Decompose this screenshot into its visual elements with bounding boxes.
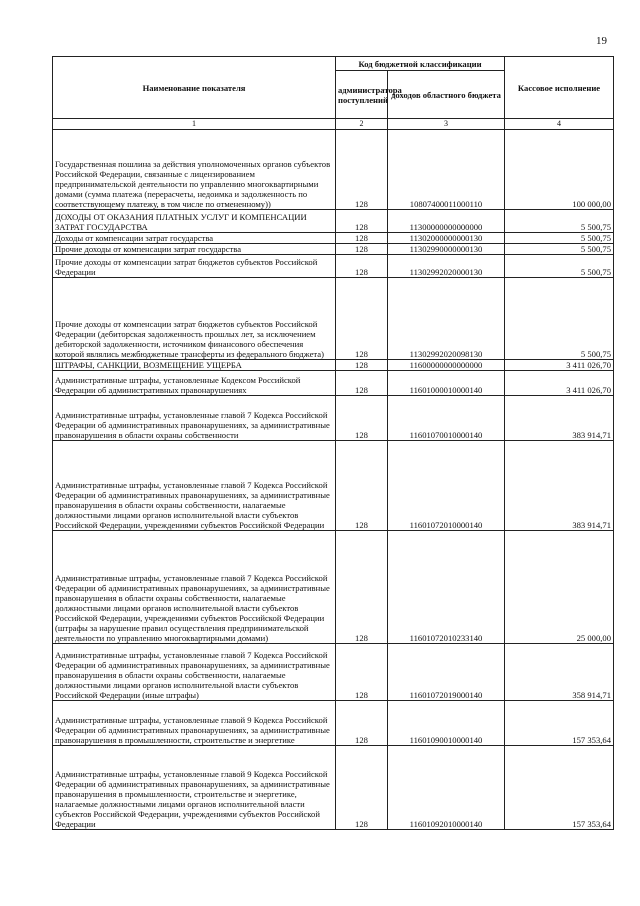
row-admin-code: 128 — [336, 360, 388, 371]
row-amount: 5 500,75 — [505, 255, 614, 278]
row-budget-code: 11302992020098130 — [388, 278, 505, 360]
row-admin-code: 128 — [336, 255, 388, 278]
row-amount: 383 914,71 — [505, 441, 614, 531]
row-admin-code: 128 — [336, 746, 388, 830]
row-amount: 3 411 026,70 — [505, 371, 614, 396]
row-admin-code: 128 — [336, 396, 388, 441]
row-admin-code: 128 — [336, 701, 388, 746]
page-number: 19 — [596, 35, 607, 47]
header-classification-group: Код бюджетной классификации — [336, 57, 505, 71]
row-name: Административные штрафы, установленные главой 7 Кодекса Российской Федерации об административных правонарушениях, за административные правонарушения в области охраны собственности, налагаемые должностными лицами органов исполнительной власти субъектов Российской Федерации, учреждениями субъектов Российской Федерации — [53, 441, 336, 531]
row-name: Административные штрафы, установленные главой 7 Кодекса Российской Федерации об административных правонарушениях, за административные правонарушения в области охраны собственности, налагаемые должностными лицами органов исполнительной власти субъектов Российской Федерации (иные штрафы) — [53, 644, 336, 701]
col-number-4: 4 — [505, 119, 614, 130]
row-amount: 383 914,71 — [505, 396, 614, 441]
row-name: Административные штрафы, установленные главой 9 Кодекса Российской Федерации об административных правонарушениях, за административные правонарушения в промышленности, строительстве и энергетике — [53, 701, 336, 746]
row-amount: 25 000,00 — [505, 531, 614, 644]
row-name: Прочие доходы от компенсации затрат государства — [53, 244, 336, 255]
budget-execution-table — [52, 56, 614, 830]
col-number-1: 1 — [53, 119, 336, 130]
row-amount: 3 411 026,70 — [505, 360, 614, 371]
table-row — [53, 233, 614, 244]
row-budget-code: 11601090010000140 — [388, 701, 505, 746]
row-budget-code: 11601070010000140 — [388, 396, 505, 441]
row-amount: 157 353,64 — [505, 746, 614, 830]
table-row — [53, 644, 614, 701]
table-row — [53, 531, 614, 644]
table-row — [53, 130, 614, 210]
row-budget-code: 11601072010000140 — [388, 441, 505, 531]
row-name: Прочие доходы от компенсации затрат бюджетов субъектов Российской Федерации — [53, 255, 336, 278]
row-name: Административные штрафы, установленные главой 7 Кодекса Российской Федерации об административных правонарушениях, за административные правонарушения в области охраны собственности — [53, 396, 336, 441]
row-name: Административные штрафы, установленные главой 9 Кодекса Российской Федерации об административных правонарушениях, за административные правонарушения в промышленности, строительстве и энергетике, налагаемые должностными лицами органов исполнительной власти субъектов Российской Федерации, учреждениями субъектов Российской Федерации — [53, 746, 336, 830]
table-row — [53, 210, 614, 233]
row-budget-code: 11302992020000130 — [388, 255, 505, 278]
row-budget-code: 11600000000000000 — [388, 360, 505, 371]
row-name: Доходы от компенсации затрат государства — [53, 233, 336, 244]
row-admin-code: 128 — [336, 233, 388, 244]
row-name: Административные штрафы, установленные главой 7 Кодекса Российской Федерации об административных правонарушениях, за административные правонарушения в области охраны собственности, налагаемые должностными лицами органов исполнительной власти субъектов Российской Федерации, учреждениями субъектов Российской Федерации (штрафы за нарушение правил осуществления предпринимательской деятельности по управлению многоквартирными домами) — [53, 531, 336, 644]
row-amount: 5 500,75 — [505, 244, 614, 255]
row-amount: 157 353,64 — [505, 701, 614, 746]
row-budget-code: 11300000000000000 — [388, 210, 505, 233]
row-budget-code: 11601092010000140 — [388, 746, 505, 830]
row-amount: 100 000,00 — [505, 130, 614, 210]
table-row — [53, 244, 614, 255]
row-budget-code: 11302000000000130 — [388, 233, 505, 244]
header-budget-code: доходов областного бюджета — [388, 71, 505, 119]
row-budget-code: 11601072010233140 — [388, 531, 505, 644]
row-admin-code: 128 — [336, 371, 388, 396]
row-admin-code: 128 — [336, 531, 388, 644]
row-budget-code: 11601000010000140 — [388, 371, 505, 396]
row-budget-code: 11601072019000140 — [388, 644, 505, 701]
table-row — [53, 360, 614, 371]
table-row — [53, 441, 614, 531]
row-admin-code: 128 — [336, 244, 388, 255]
row-budget-code: 10807400011000110 — [388, 130, 505, 210]
row-amount: 5 500,75 — [505, 278, 614, 360]
header-amount: Кассовое исполнение — [505, 57, 614, 119]
row-admin-code: 128 — [336, 278, 388, 360]
row-budget-code: 11302990000000130 — [388, 244, 505, 255]
row-admin-code: 128 — [336, 644, 388, 701]
table-row — [53, 371, 614, 396]
row-admin-code: 128 — [336, 130, 388, 210]
table-body — [53, 130, 614, 830]
header-name: Наименование показателя — [53, 57, 336, 119]
table-row — [53, 746, 614, 830]
row-name: Административные штрафы, установленные Кодексом Российской Федерации об административных правонарушениях — [53, 371, 336, 396]
header-admin: администратора поступлений — [336, 71, 388, 119]
row-name: Прочие доходы от компенсации затрат бюджетов субъектов Российской Федерации (дебиторская задолженность прошлых лет, за исключением дебиторской задолженности, источником финансового обеспечения которой являлись межбюджетные трансферты из федерального бюджета) — [53, 278, 336, 360]
table-row — [53, 278, 614, 360]
row-amount: 5 500,75 — [505, 210, 614, 233]
table-row — [53, 396, 614, 441]
row-admin-code: 128 — [336, 210, 388, 233]
row-name: ДОХОДЫ ОТ ОКАЗАНИЯ ПЛАТНЫХ УСЛУГ И КОМПЕНСАЦИИ ЗАТРАТ ГОСУДАРСТВА — [53, 210, 336, 233]
row-admin-code: 128 — [336, 441, 388, 531]
table-row — [53, 255, 614, 278]
row-amount: 358 914,71 — [505, 644, 614, 701]
row-name: ШТРАФЫ, САНКЦИИ, ВОЗМЕЩЕНИЕ УЩЕРБА — [53, 360, 336, 371]
row-name: Государственная пошлина за действия уполномоченных органов субъектов Российской Федерации, связанные с лицензированием предпринимательской деятельности по управлению многоквартирными домами (сумма платежа (перерасчеты, недоимка и задолженность по соответствующему платежу, в том числе по отмененному)) — [53, 130, 336, 210]
table-row — [53, 701, 614, 746]
row-amount: 5 500,75 — [505, 233, 614, 244]
col-number-3: 3 — [388, 119, 505, 130]
col-number-2: 2 — [336, 119, 388, 130]
